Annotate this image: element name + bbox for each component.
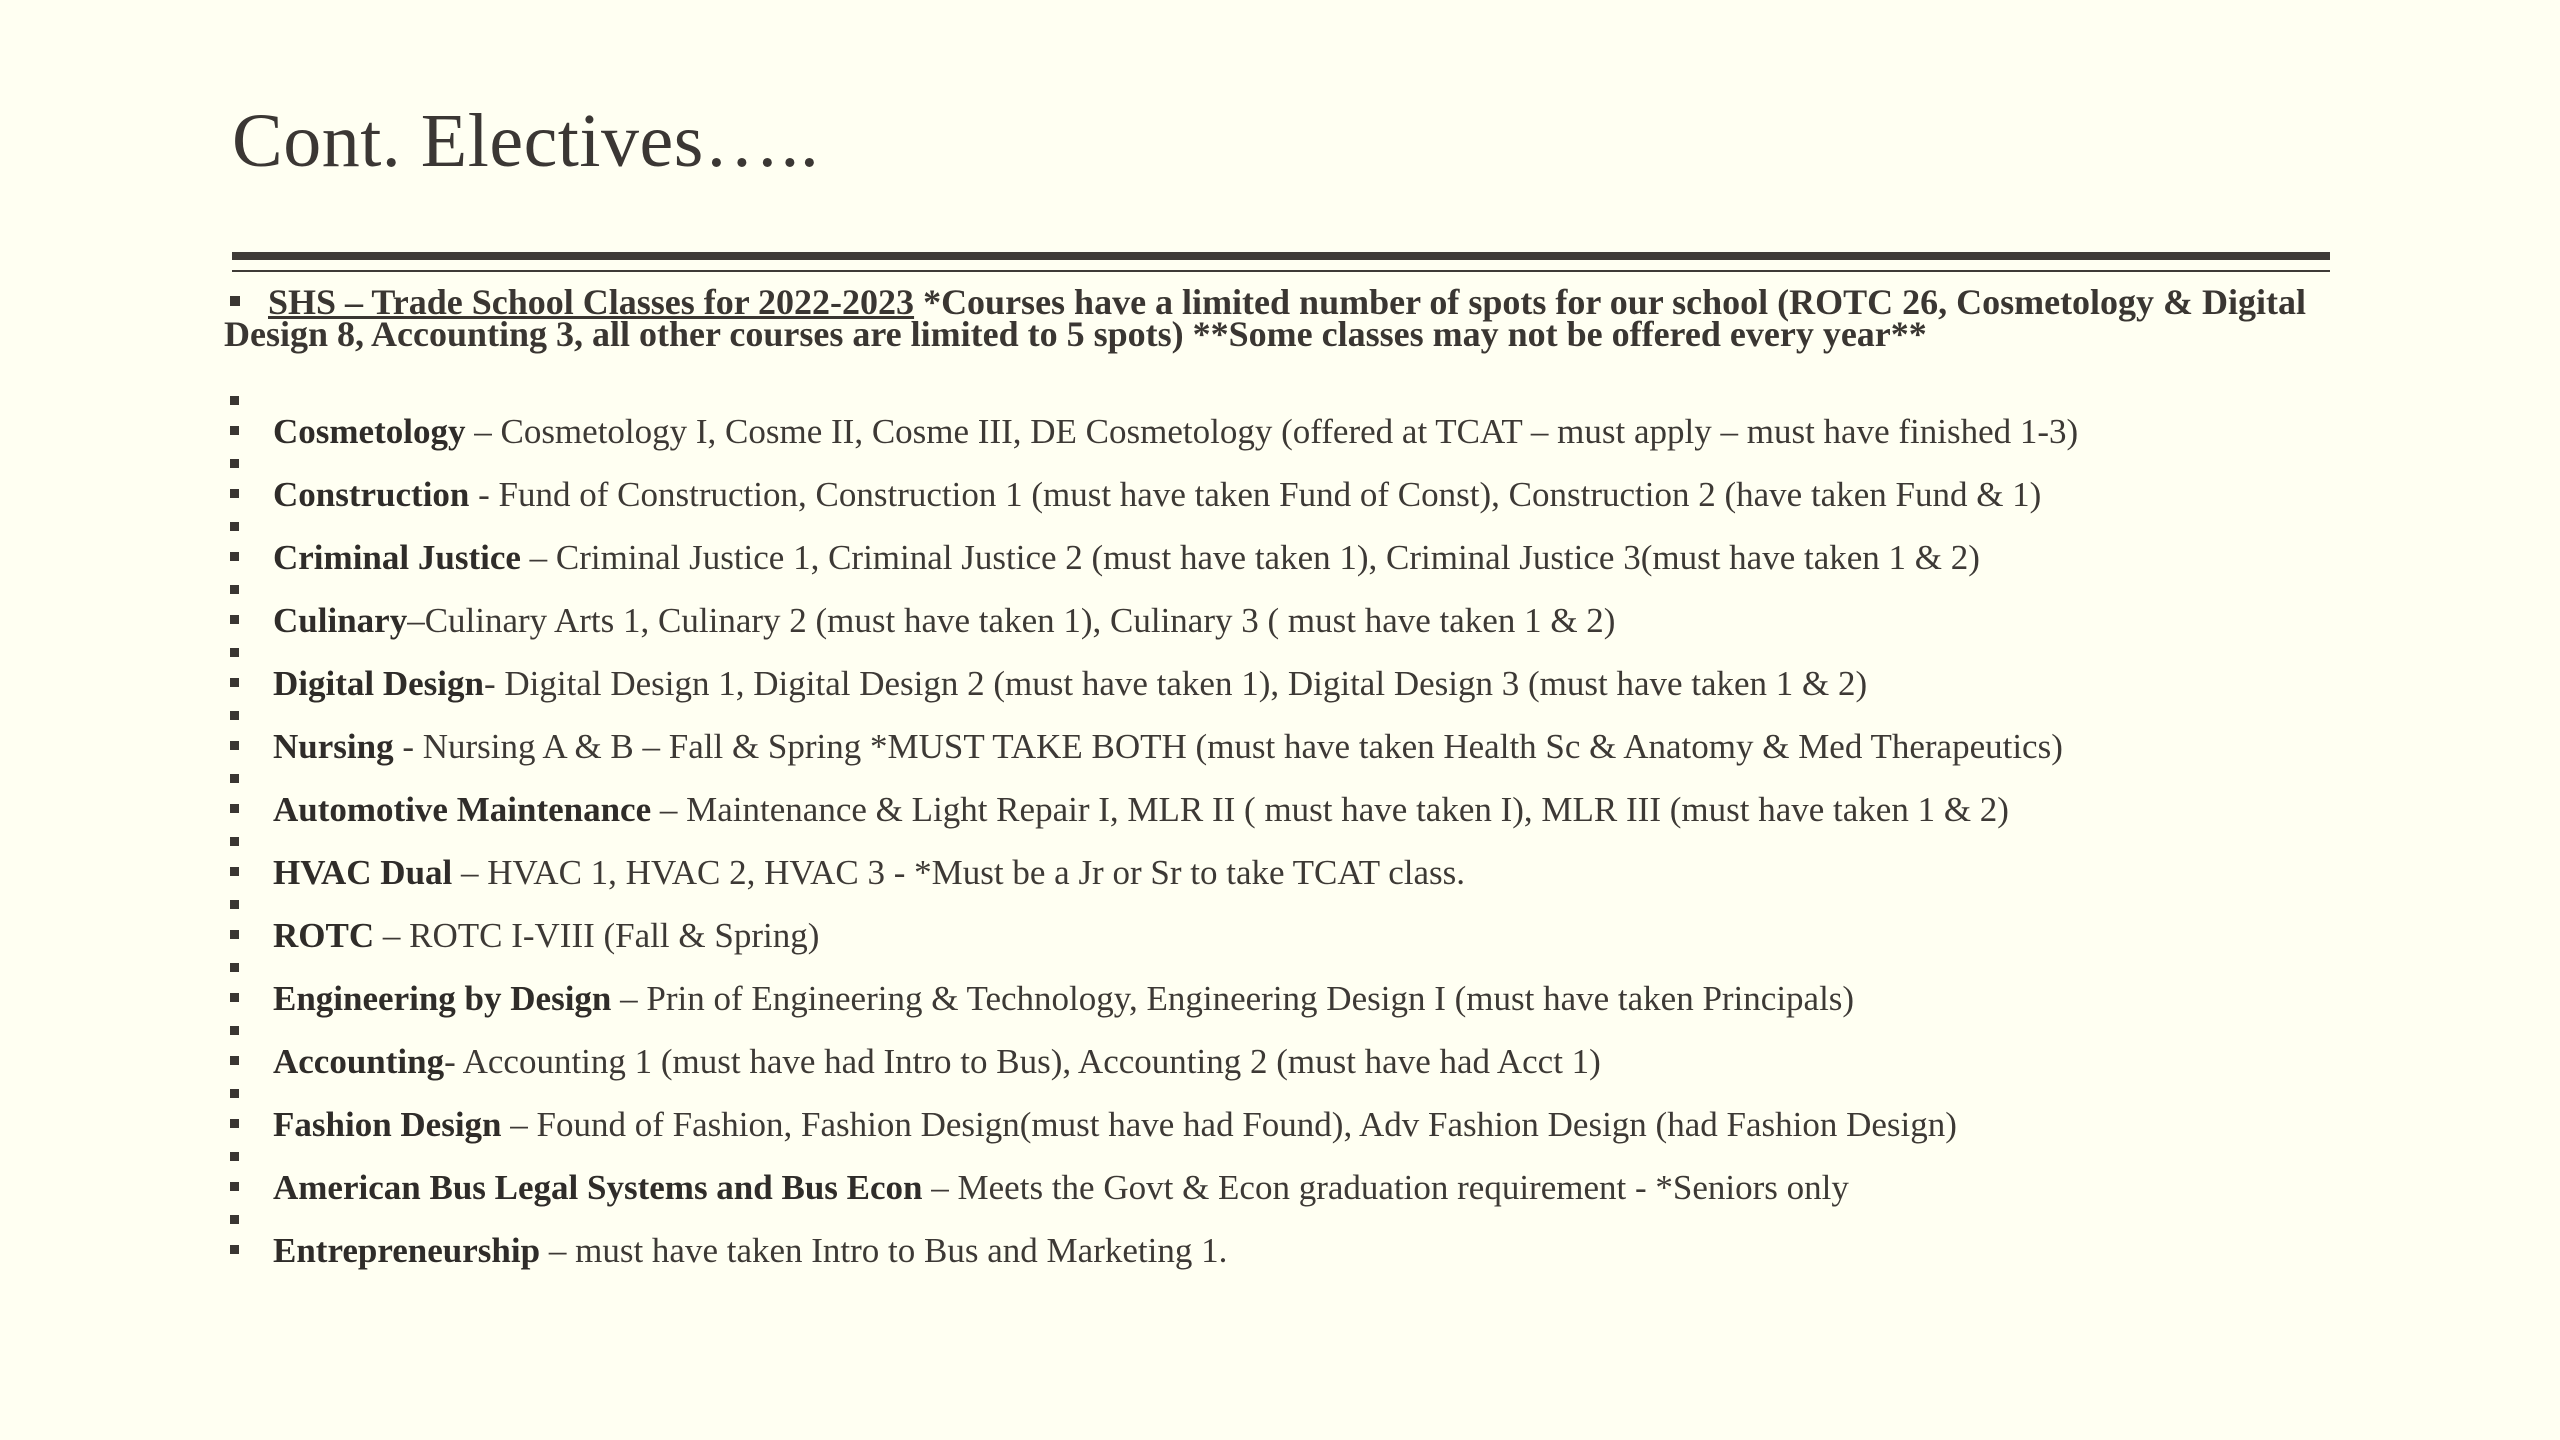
course-label: Nursing xyxy=(273,727,394,766)
bullet-square-icon xyxy=(230,741,239,750)
course-label: Engineering by Design xyxy=(273,979,612,1018)
course-label: ROTC xyxy=(273,916,375,955)
list-item xyxy=(230,1040,2530,1084)
course-description: – ROTC I-VIII (Fall & Spring) xyxy=(374,916,820,955)
course-description: - Fund of Construction, Construction 1 (must have taken Fund of Const), Construction 2 (have taken Fund & 1) xyxy=(469,475,2042,514)
empty-bullet-icon xyxy=(230,900,239,909)
empty-bullet-icon xyxy=(230,963,239,972)
course-label: Construction xyxy=(273,475,470,514)
course-label: Culinary xyxy=(273,601,408,640)
list-item xyxy=(230,410,2530,454)
bullet-square-icon xyxy=(230,1056,239,1065)
course-description: – Criminal Justice 1, Criminal Justice 2 (must have taken 1), Criminal Justice 3(must have taken 1 & 2) xyxy=(520,538,1980,577)
empty-bullet-icon xyxy=(230,396,239,405)
list-item xyxy=(230,725,2530,769)
course-description: – Cosmetology I, Cosme II, Cosme III, DE Cosmetology (offered at TCAT – must apply – must have finished 1-3) xyxy=(465,412,2079,451)
trade-school-details: *Courses have a limited number of spots for our school (ROTC 26, Cosmetology & Digital Design 8, Accounting 3, all other courses are limited to 5 spots) **Some classes may not be offered every year** xyxy=(224,282,2307,354)
title-divider-thick xyxy=(232,252,2330,260)
list-item xyxy=(230,662,2530,706)
course-description: - Nursing A & B – Fall & Spring *MUST TAKE BOTH (must have taken Health Sc & Anatomy & Med Therapeutics) xyxy=(393,727,2063,766)
bullet-square-icon xyxy=(230,804,239,813)
list-item xyxy=(230,914,2530,958)
course-description: – must have taken Intro to Bus and Marketing 1. xyxy=(540,1231,1228,1270)
list-item xyxy=(230,1103,2530,1147)
bullet-square-icon xyxy=(230,1182,239,1191)
bullet-square-icon xyxy=(230,552,239,561)
course-description: – Meets the Govt & Econ graduation requirement - *Seniors only xyxy=(922,1168,1849,1207)
course-label: Cosmetology xyxy=(273,412,466,451)
slide-title: Cont. Electives….. xyxy=(232,99,820,183)
empty-bullet-icon xyxy=(230,648,239,657)
empty-bullet-icon xyxy=(230,1026,239,1035)
course-description: - Digital Design 1, Digital Design 2 (must have taken 1), Digital Design 3 (must have taken 1 & 2) xyxy=(483,664,1868,703)
empty-bullet-icon xyxy=(230,459,239,468)
course-label: HVAC Dual xyxy=(273,853,453,892)
list-item xyxy=(230,977,2530,1021)
list-item xyxy=(230,599,2530,643)
course-description: – Prin of Engineering & Technology, Engineering Design I (must have taken Principals) xyxy=(611,979,1855,1018)
bullet-square-icon xyxy=(230,296,240,306)
bullet-square-icon xyxy=(230,930,239,939)
list-item xyxy=(230,1229,2530,1273)
bullet-square-icon xyxy=(230,1245,239,1254)
list-item xyxy=(230,473,2530,517)
course-label: Criminal Justice xyxy=(273,538,521,577)
empty-bullet-icon xyxy=(230,585,239,594)
course-label: Accounting xyxy=(273,1042,445,1081)
course-description: - Accounting 1 (must have had Intro to Bus), Accounting 2 (must have had Acct 1) xyxy=(444,1042,1601,1081)
course-label: American Bus Legal Systems and Bus Econ xyxy=(273,1168,923,1207)
empty-bullet-icon xyxy=(230,711,239,720)
elective-list xyxy=(0,380,2560,1280)
empty-bullet-icon xyxy=(230,1152,239,1161)
empty-bullet-icon xyxy=(230,1215,239,1224)
bullet-square-icon xyxy=(230,615,239,624)
course-label: Fashion Design xyxy=(273,1105,502,1144)
course-label: Automotive Maintenance xyxy=(273,790,652,829)
list-item xyxy=(230,788,2530,832)
trade-school-note xyxy=(224,282,2344,354)
bullet-square-icon xyxy=(230,993,239,1002)
title-divider-thin xyxy=(232,270,2330,272)
course-description: – Found of Fashion, Fashion Design(must have had Found), Adv Fashion Design (had Fashion Design) xyxy=(501,1105,1957,1144)
bullet-square-icon xyxy=(230,678,239,687)
course-label: Entrepreneurship xyxy=(273,1231,541,1270)
course-label: Digital Design xyxy=(273,664,484,703)
empty-bullet-icon xyxy=(230,522,239,531)
course-description: –Culinary Arts 1, Culinary 2 (must have taken 1), Culinary 3 ( must have taken 1 & 2) xyxy=(407,601,1616,640)
bullet-square-icon xyxy=(230,867,239,876)
list-item xyxy=(230,536,2530,580)
list-item xyxy=(230,851,2530,895)
bullet-square-icon xyxy=(230,489,239,498)
course-description: – HVAC 1, HVAC 2, HVAC 3 - *Must be a Jr or Sr to take TCAT class. xyxy=(452,853,1466,892)
empty-bullet-icon xyxy=(230,774,239,783)
bullet-square-icon xyxy=(230,1119,239,1128)
bullet-square-icon xyxy=(230,426,239,435)
course-description: – Maintenance & Light Repair I, MLR II ( must have taken I), MLR III (must have taken 1 & 2) xyxy=(651,790,2009,829)
empty-bullet-icon xyxy=(230,1089,239,1098)
trade-school-heading: SHS – Trade School Classes for 2022-2023 xyxy=(268,282,915,322)
list-item xyxy=(230,1166,2530,1210)
empty-bullet-icon xyxy=(230,837,239,846)
